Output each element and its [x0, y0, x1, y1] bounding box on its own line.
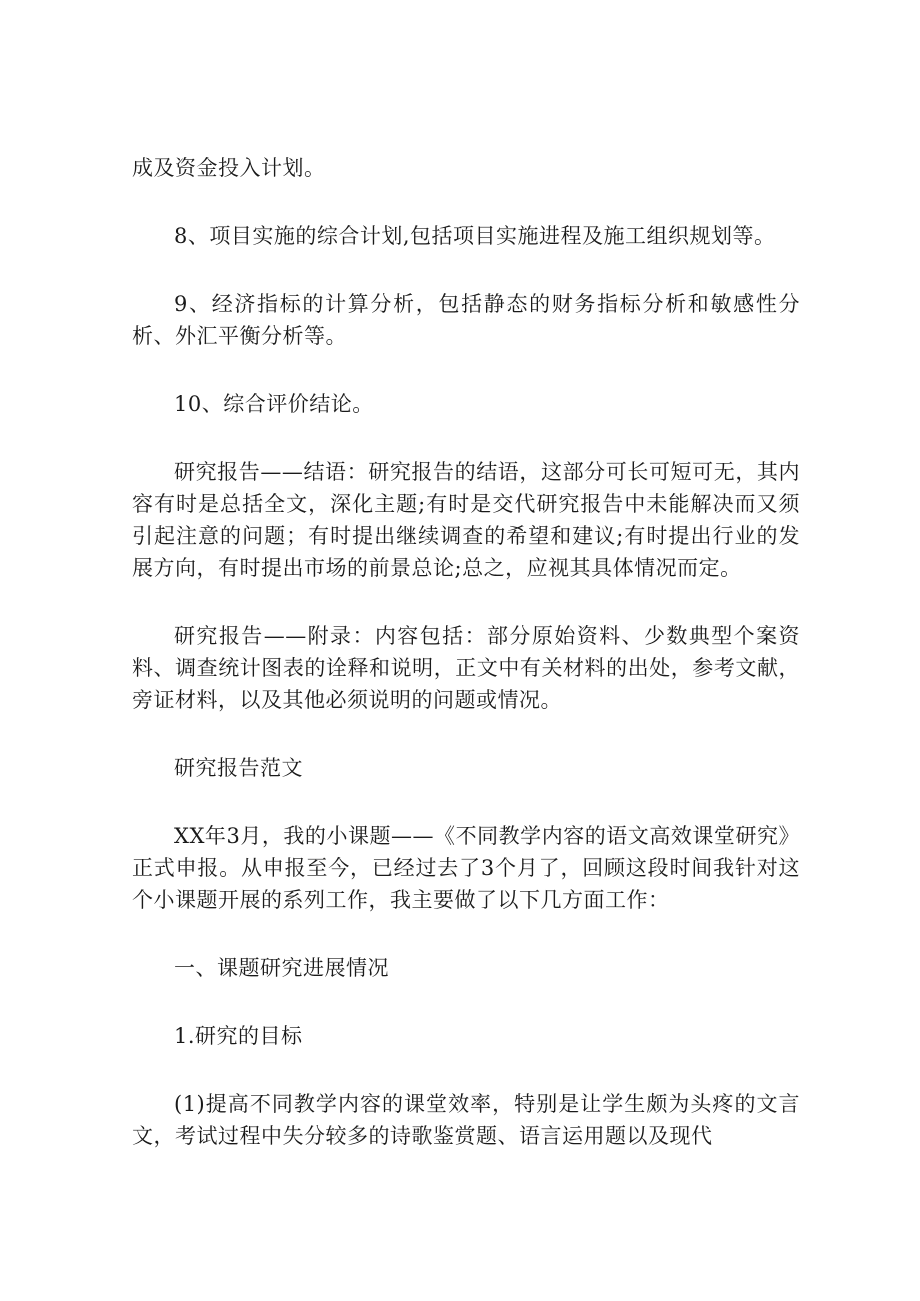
paragraph-conclusion: 研究报告——结语：研究报告的结语，这部分可长可短可无，其内容有时是总括全文，深化主题;有时是交代研究报告中未能解决而又须引起注意的问题；有时提出继续调查的希望和建议;有时提出行业的发展方向，有时提出市场的前景总论;总之，应视其具体情况而定。 — [132, 460, 800, 580]
paragraph-appendix: 研究报告——附录：内容包括：部分原始资料、少数典型个案资料、调查统计图表的诠释和说明，正文中有关材料的出处，参考文献，旁证材料，以及其他必须说明的问题或情况。 — [132, 624, 800, 712]
paragraph-intro: XX年3月，我的小课题——《不同教学内容的语文高效课堂研究》正式申报。从申报至今，已经过去了3个月了，回顾这段时间我针对这个小课题开展的系列工作，我主要做了以下几方面工作： — [132, 824, 800, 912]
paragraph-item-10: 10、综合评价结论。 — [174, 392, 374, 416]
subheading-goal: 1.研究的目标 — [174, 1024, 303, 1048]
document-page — [132, 152, 800, 1152]
section-heading-sample: 研究报告范文 — [174, 756, 303, 780]
paragraph-goal-1: (1)提高不同教学内容的课堂效率，特别是让学生颇为头疼的文言文，考试过程中失分较多的诗歌鉴赏题、语言运用题以及现代 — [132, 1092, 800, 1148]
paragraph-item-9: 9、经济指标的计算分析，包括静态的财务指标分析和敏感性分析、外汇平衡分析等。 — [132, 292, 800, 348]
paragraph-item-8: 8、项目实施的综合计划,包括项目实施进程及施工组织规划等。 — [174, 224, 776, 248]
paragraph-continuation: 成及资金投入计划。 — [132, 156, 326, 180]
section-heading-progress: 一、课题研究进展情况 — [174, 956, 389, 980]
